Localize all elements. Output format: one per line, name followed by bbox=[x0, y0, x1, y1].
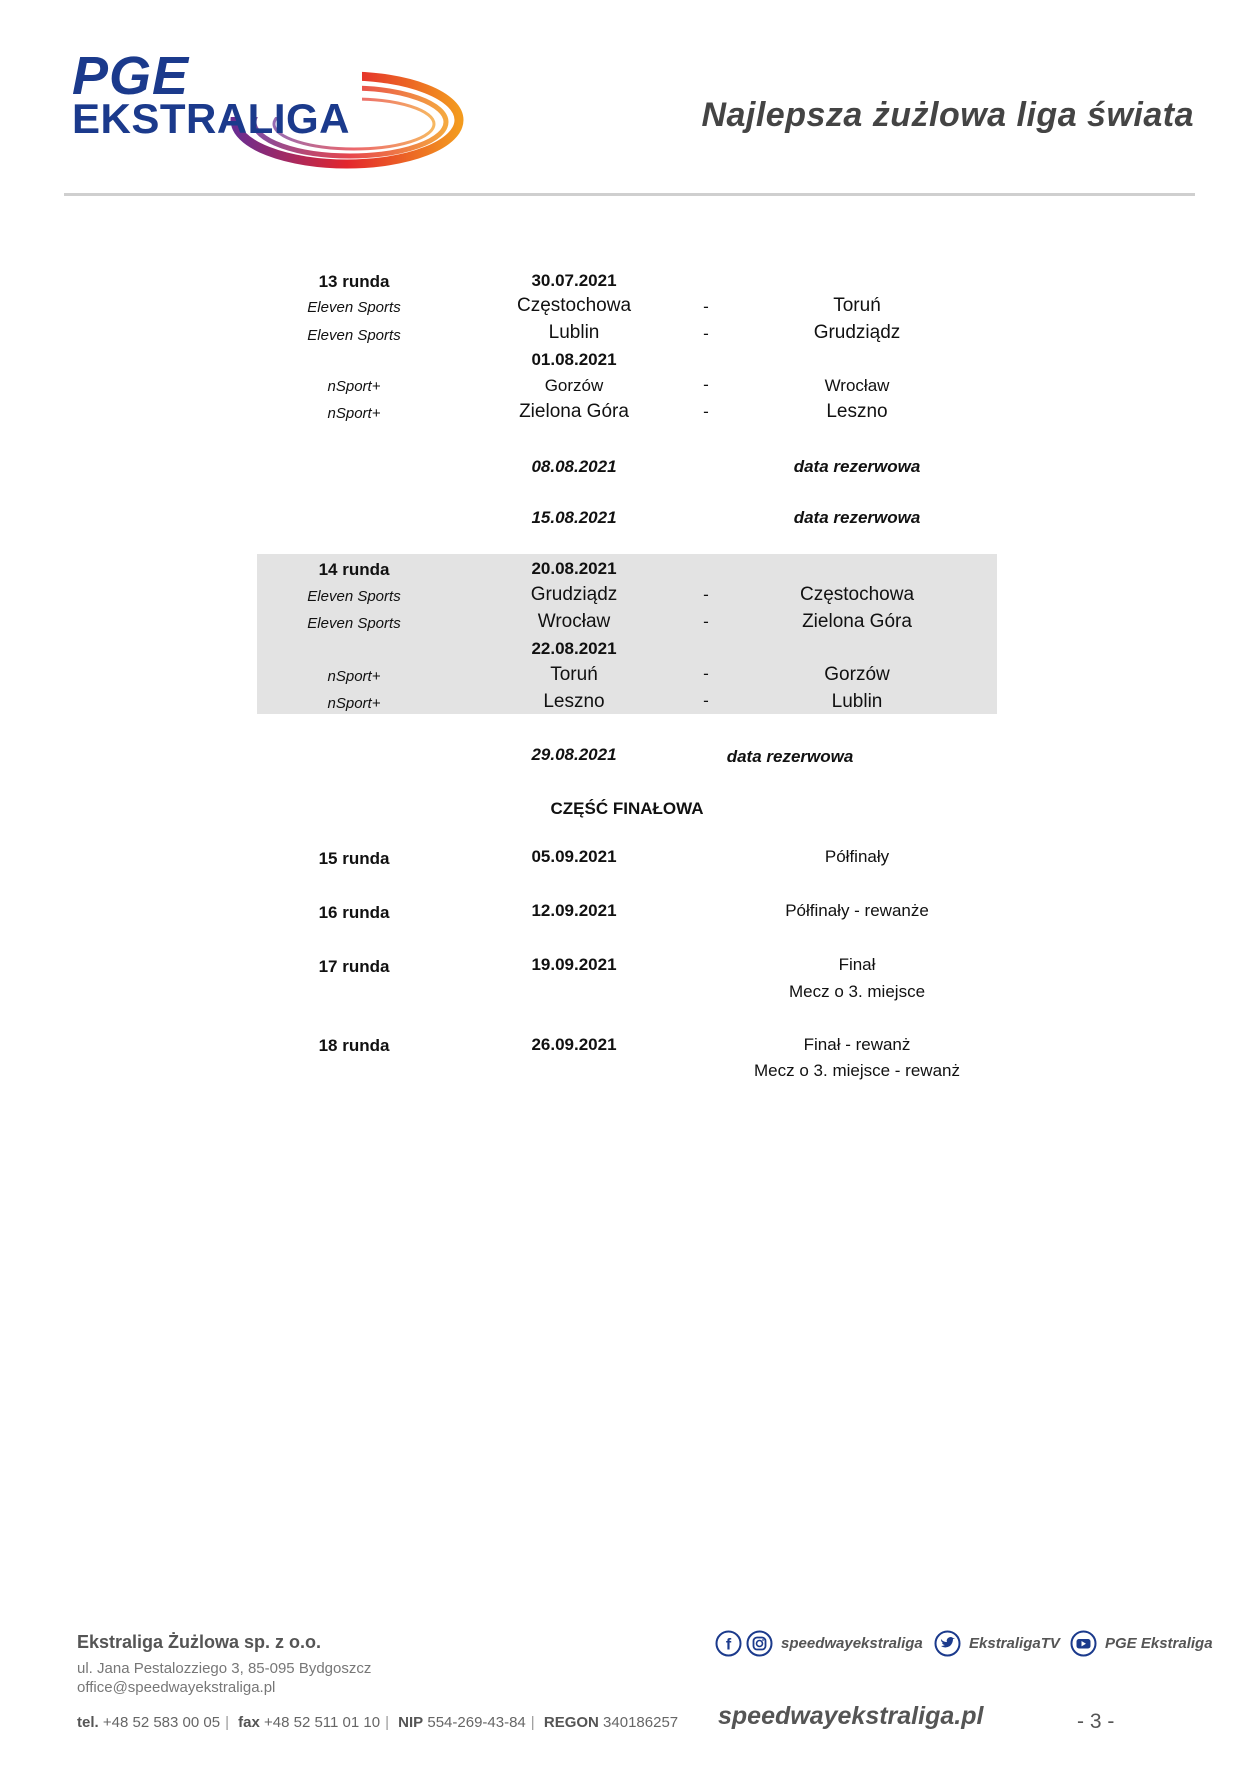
broadcaster: nSport+ bbox=[327, 695, 381, 712]
broadcaster: Eleven Sports bbox=[307, 327, 401, 344]
match-separator: - bbox=[703, 691, 709, 710]
header-divider bbox=[64, 193, 1195, 196]
match-date: 05.09.2021 bbox=[531, 847, 617, 866]
pge-ekstraliga-logo bbox=[72, 46, 402, 170]
match-separator: - bbox=[703, 402, 709, 421]
broadcaster: Eleven Sports bbox=[307, 299, 401, 316]
home-team: Wrocław bbox=[537, 611, 611, 632]
footer-email[interactable]: office@speedwayekstraliga.pl bbox=[77, 1679, 276, 1696]
away-team: Wrocław bbox=[824, 376, 890, 395]
match-date: 26.09.2021 bbox=[531, 1035, 617, 1054]
match-separator: - bbox=[703, 612, 709, 631]
match-separator: - bbox=[703, 324, 709, 343]
twitter-icon[interactable] bbox=[934, 1630, 961, 1657]
youtube-icon[interactable] bbox=[1070, 1630, 1097, 1657]
instagram-icon[interactable] bbox=[746, 1630, 773, 1657]
facebook-icon[interactable] bbox=[715, 1630, 742, 1657]
home-team: Leszno bbox=[543, 691, 605, 712]
match-date: 22.08.2021 bbox=[531, 639, 617, 658]
away-team: Grudziądz bbox=[813, 322, 901, 343]
away-team: Częstochowa bbox=[799, 584, 915, 605]
match-separator: - bbox=[703, 585, 709, 604]
round-label: 18 runda bbox=[318, 1036, 390, 1055]
home-team: Toruń bbox=[550, 664, 598, 685]
match-separator: - bbox=[703, 375, 709, 394]
logo-text-pge: PGE bbox=[72, 46, 190, 106]
reserve-date: 08.08.2021 bbox=[531, 457, 617, 476]
round-label: 13 runda bbox=[318, 272, 390, 291]
match-date: 30.07.2021 bbox=[531, 271, 617, 290]
round-label: 16 runda bbox=[318, 903, 390, 922]
broadcaster: Eleven Sports bbox=[307, 615, 401, 632]
stage-name: Półfinały bbox=[824, 847, 890, 866]
reserve-label: data rezerwowa bbox=[726, 747, 854, 766]
social-facebook-instagram[interactable] bbox=[715, 1628, 923, 1658]
fax-number: +48 52 511 01 10 bbox=[264, 1714, 381, 1731]
footer-address: ul. Jana Pestalozziego 3, 85-095 Bydgoszcz bbox=[77, 1660, 372, 1677]
match-date: 01.08.2021 bbox=[531, 350, 617, 369]
away-team: Toruń bbox=[833, 295, 881, 316]
final-section-heading: CZĘŚĆ FINAŁOWA bbox=[550, 799, 704, 818]
social-youtube[interactable] bbox=[1070, 1628, 1213, 1658]
away-team: Leszno bbox=[826, 401, 888, 422]
stage-name: Finał - rewanż bbox=[803, 1035, 911, 1054]
phone-number: +48 52 583 00 05 bbox=[102, 1714, 221, 1731]
match-date: 12.09.2021 bbox=[531, 901, 617, 920]
round-label: 14 runda bbox=[318, 560, 390, 579]
stage-name: Finał bbox=[838, 955, 876, 974]
social-twitter[interactable] bbox=[934, 1628, 1060, 1658]
stage-name: Półfinały - rewanże bbox=[785, 901, 929, 920]
footer-website[interactable]: speedwayekstraliga.pl bbox=[718, 1702, 984, 1730]
away-team: Zielona Góra bbox=[802, 611, 912, 632]
nip-label: NIP bbox=[398, 1714, 424, 1731]
header-tagline: Najlepsza żużlowa liga świata bbox=[701, 96, 1194, 134]
match-separator: - bbox=[703, 664, 709, 683]
social-handle[interactable]: PGE Ekstraliga bbox=[1105, 1634, 1213, 1652]
round-label: 17 runda bbox=[318, 957, 390, 976]
fax-label: fax bbox=[238, 1714, 260, 1731]
regon-number: 340186257 bbox=[603, 1714, 679, 1731]
broadcaster: nSport+ bbox=[327, 405, 381, 422]
footer-company-name: Ekstraliga Żużlowa sp. z o.o. bbox=[77, 1632, 322, 1652]
reserve-label: data rezerwowa bbox=[793, 508, 921, 527]
away-team: Gorzów bbox=[824, 664, 890, 685]
reserve-date: 15.08.2021 bbox=[531, 508, 617, 527]
nip-number: 554-269-43-84 bbox=[427, 1714, 526, 1731]
page-number: - 3 - bbox=[1077, 1710, 1115, 1733]
broadcaster: Eleven Sports bbox=[307, 588, 401, 605]
round-label: 15 runda bbox=[318, 849, 390, 868]
regon-label: REGON bbox=[543, 1714, 599, 1731]
home-team: Grudziądz bbox=[530, 584, 618, 605]
broadcaster: nSport+ bbox=[327, 378, 381, 395]
stage-name-secondary: Mecz o 3. miejsce bbox=[788, 982, 926, 1001]
logo-text-ekstraliga: EKSTRALIGA bbox=[72, 95, 350, 142]
match-date: 19.09.2021 bbox=[531, 955, 617, 974]
social-handle[interactable]: speedwayekstraliga bbox=[781, 1634, 923, 1652]
footer-contact-line: tel. +48 52 583 00 05 | fax +48 52 511 01 10 | NIP 554-269-43-84 | REGON 340186257 bbox=[77, 1714, 679, 1731]
reserve-label: data rezerwowa bbox=[793, 457, 921, 476]
home-team: Lublin bbox=[548, 322, 600, 343]
svg-text:f: f bbox=[725, 1636, 732, 1653]
tel-label: tel. bbox=[77, 1714, 99, 1731]
reserve-date: 29.08.2021 bbox=[531, 745, 617, 764]
away-team: Lublin bbox=[831, 691, 883, 712]
broadcaster: nSport+ bbox=[327, 668, 381, 685]
home-team: Częstochowa bbox=[516, 295, 632, 316]
home-team: Zielona Góra bbox=[519, 401, 629, 422]
home-team: Gorzów bbox=[544, 376, 604, 395]
match-date: 20.08.2021 bbox=[531, 559, 617, 578]
match-separator: - bbox=[703, 297, 709, 316]
social-handle[interactable]: EkstraligaTV bbox=[969, 1634, 1060, 1652]
stage-name-secondary: Mecz o 3. miejsce - rewanż bbox=[754, 1061, 960, 1080]
